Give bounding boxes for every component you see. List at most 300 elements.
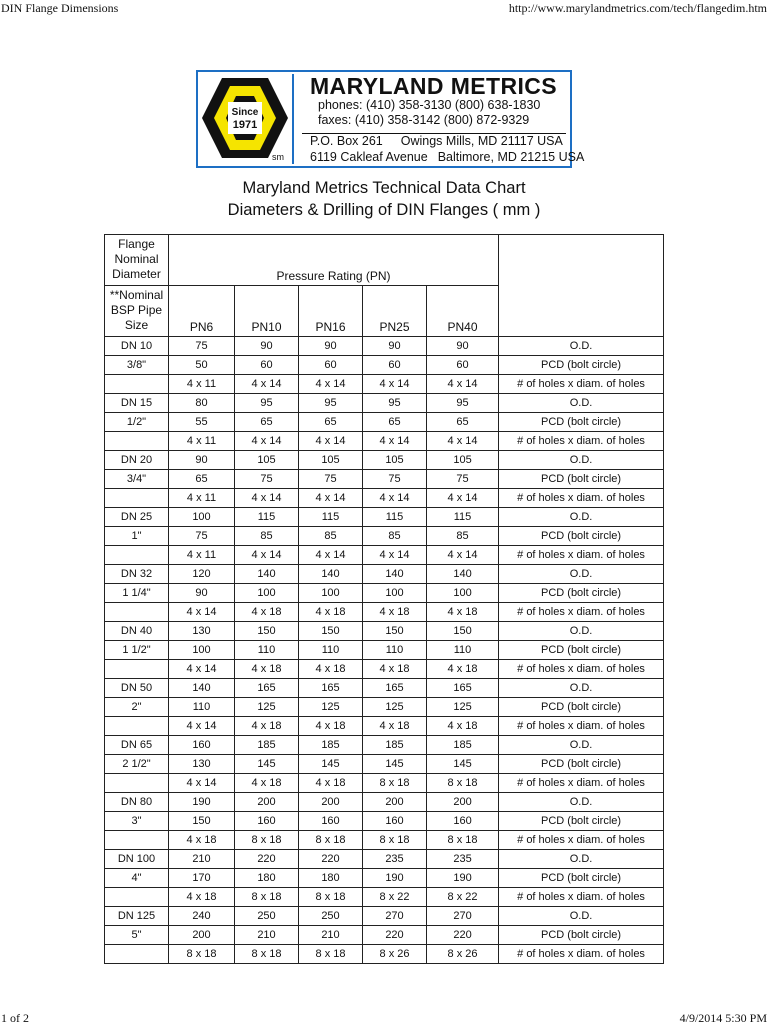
- header-pressure-rating: Pressure Rating (PN): [169, 235, 499, 286]
- cell-pn16: 220: [299, 850, 363, 869]
- cell-description: PCD (bolt circle): [499, 755, 664, 774]
- table-row: [105, 698, 664, 717]
- cell-pn6: 75: [169, 337, 235, 356]
- cell-pn6: 110: [169, 698, 235, 717]
- cell-pn40: 65: [427, 413, 499, 432]
- cell-description: # of holes x diam. of holes: [499, 660, 664, 679]
- cell-pn6: 4 x 11: [169, 489, 235, 508]
- cell-pn6: 4 x 11: [169, 432, 235, 451]
- cell-description: O.D.: [499, 451, 664, 470]
- cell-pn6: 8 x 18: [169, 945, 235, 964]
- company-name: MARYLAND METRICS: [310, 73, 558, 99]
- row-label: DN 50: [105, 679, 169, 698]
- row-label: DN 10: [105, 337, 169, 356]
- cell-pn40: 105: [427, 451, 499, 470]
- table-row: [105, 508, 664, 527]
- row-label: 2": [105, 698, 169, 717]
- cell-pn6: 100: [169, 641, 235, 660]
- table-row: [105, 356, 664, 375]
- cell-pn25: 145: [363, 755, 427, 774]
- print-header-url[interactable]: http://www.marylandmetrics.com/tech/flangedim.htm: [508, 1, 767, 15]
- cell-pn6: 4 x 11: [169, 546, 235, 565]
- cell-description: O.D.: [499, 394, 664, 413]
- cell-pn40: 8 x 18: [427, 831, 499, 850]
- cell-pn6: 4 x 14: [169, 603, 235, 622]
- service-mark: sm: [272, 152, 284, 162]
- cell-pn6: 240: [169, 907, 235, 926]
- cell-pn40: 8 x 26: [427, 945, 499, 964]
- cell-pn10: 185: [235, 736, 299, 755]
- row-label: DN 80: [105, 793, 169, 812]
- cell-pn16: 125: [299, 698, 363, 717]
- row-label: 1": [105, 527, 169, 546]
- cell-description: # of holes x diam. of holes: [499, 717, 664, 736]
- cell-pn6: 65: [169, 470, 235, 489]
- cell-pn6: 150: [169, 812, 235, 831]
- since-year: 1971: [232, 119, 258, 131]
- table-row: [105, 755, 664, 774]
- cell-description: O.D.: [499, 622, 664, 641]
- table-row: [105, 660, 664, 679]
- cell-pn25: 100: [363, 584, 427, 603]
- cell-pn25: 4 x 18: [363, 717, 427, 736]
- cell-pn6: 90: [169, 584, 235, 603]
- cell-description: PCD (bolt circle): [499, 869, 664, 888]
- cell-pn16: 4 x 18: [299, 717, 363, 736]
- cell-pn10: 4 x 14: [235, 432, 299, 451]
- cell-pn40: 100: [427, 584, 499, 603]
- cell-pn25: 220: [363, 926, 427, 945]
- cell-pn10: 95: [235, 394, 299, 413]
- cell-pn10: 115: [235, 508, 299, 527]
- table-row: [105, 774, 664, 793]
- table-row: [105, 831, 664, 850]
- cell-pn25: 160: [363, 812, 427, 831]
- cell-pn10: 4 x 18: [235, 774, 299, 793]
- cell-pn25: 4 x 18: [363, 660, 427, 679]
- cell-pn25: 190: [363, 869, 427, 888]
- table-row: [105, 489, 664, 508]
- cell-pn16: 4 x 18: [299, 603, 363, 622]
- row-label: 3/8": [105, 356, 169, 375]
- cell-pn25: 150: [363, 622, 427, 641]
- table-row: [105, 641, 664, 660]
- row-label: 3/4": [105, 470, 169, 489]
- cell-description: PCD (bolt circle): [499, 356, 664, 375]
- row-label: DN 20: [105, 451, 169, 470]
- cell-pn25: 4 x 14: [363, 432, 427, 451]
- cell-pn16: 85: [299, 527, 363, 546]
- table-row: [105, 375, 664, 394]
- cell-pn16: 4 x 14: [299, 489, 363, 508]
- table-row: [105, 451, 664, 470]
- print-header: [0, 1, 768, 17]
- cell-pn16: 65: [299, 413, 363, 432]
- header-pn10: PN10: [235, 286, 299, 337]
- cell-pn40: 90: [427, 337, 499, 356]
- cell-pn40: 140: [427, 565, 499, 584]
- cell-pn10: 90: [235, 337, 299, 356]
- cell-description: PCD (bolt circle): [499, 641, 664, 660]
- logo-divider: [302, 133, 566, 134]
- row-label: [105, 375, 169, 394]
- row-label: DN 15: [105, 394, 169, 413]
- header-flange-nominal-diameter: Flange Nominal Diameter: [105, 235, 169, 286]
- cell-description: O.D.: [499, 337, 664, 356]
- cell-pn16: 165: [299, 679, 363, 698]
- row-label: DN 125: [105, 907, 169, 926]
- cell-description: O.D.: [499, 793, 664, 812]
- cell-pn25: 110: [363, 641, 427, 660]
- cell-pn6: 90: [169, 451, 235, 470]
- table-row: [105, 812, 664, 831]
- cell-description: # of holes x diam. of holes: [499, 603, 664, 622]
- cell-pn16: 4 x 18: [299, 774, 363, 793]
- row-label: [105, 546, 169, 565]
- cell-pn25: 270: [363, 907, 427, 926]
- street-address: 6119 Cakleaf Avenue: [310, 150, 428, 164]
- cell-pn6: 190: [169, 793, 235, 812]
- faxes-line: faxes: (410) 358-3142 (800) 872-9329: [318, 113, 530, 127]
- cell-description: O.D.: [499, 565, 664, 584]
- cell-pn40: 125: [427, 698, 499, 717]
- header-pn25: PN25: [363, 286, 427, 337]
- cell-pn16: 140: [299, 565, 363, 584]
- cell-pn25: 8 x 22: [363, 888, 427, 907]
- cell-pn16: 210: [299, 926, 363, 945]
- cell-description: # of holes x diam. of holes: [499, 375, 664, 394]
- cell-pn6: 140: [169, 679, 235, 698]
- cell-pn25: 65: [363, 413, 427, 432]
- cell-pn40: 115: [427, 508, 499, 527]
- cell-pn25: 235: [363, 850, 427, 869]
- cell-pn16: 250: [299, 907, 363, 926]
- cell-description: O.D.: [499, 679, 664, 698]
- cell-pn25: 125: [363, 698, 427, 717]
- cell-pn40: 8 x 18: [427, 774, 499, 793]
- cell-pn16: 185: [299, 736, 363, 755]
- table-row: [105, 850, 664, 869]
- cell-pn25: 90: [363, 337, 427, 356]
- cell-pn40: 145: [427, 755, 499, 774]
- header-pn16: PN16: [299, 286, 363, 337]
- cell-pn25: 8 x 26: [363, 945, 427, 964]
- cell-pn10: 4 x 18: [235, 717, 299, 736]
- table-row: [105, 470, 664, 489]
- cell-pn25: 115: [363, 508, 427, 527]
- cell-pn40: 8 x 22: [427, 888, 499, 907]
- row-label: 3": [105, 812, 169, 831]
- table-row: [105, 584, 664, 603]
- cell-pn40: 60: [427, 356, 499, 375]
- row-label: 2 1/2": [105, 755, 169, 774]
- row-label: DN 32: [105, 565, 169, 584]
- cell-pn10: 210: [235, 926, 299, 945]
- cell-pn6: 100: [169, 508, 235, 527]
- cell-pn6: 80: [169, 394, 235, 413]
- company-contact-block: [302, 72, 585, 166]
- cell-pn16: 110: [299, 641, 363, 660]
- cell-description: # of holes x diam. of holes: [499, 888, 664, 907]
- cell-description: O.D.: [499, 850, 664, 869]
- cell-pn6: 4 x 18: [169, 888, 235, 907]
- cell-pn16: 150: [299, 622, 363, 641]
- table-row: [105, 926, 664, 945]
- cell-pn16: 8 x 18: [299, 831, 363, 850]
- cell-pn25: 4 x 18: [363, 603, 427, 622]
- table-row: [105, 394, 664, 413]
- print-header-title: DIN Flange Dimensions: [1, 1, 119, 15]
- cell-pn10: 150: [235, 622, 299, 641]
- cell-pn10: 4 x 14: [235, 546, 299, 565]
- cell-pn25: 4 x 14: [363, 375, 427, 394]
- cell-pn6: 50: [169, 356, 235, 375]
- table-row: [105, 679, 664, 698]
- cell-pn16: 60: [299, 356, 363, 375]
- cell-pn25: 75: [363, 470, 427, 489]
- cell-description: # of holes x diam. of holes: [499, 546, 664, 565]
- table-row: [105, 565, 664, 584]
- table-row: [105, 546, 664, 565]
- cell-pn40: 75: [427, 470, 499, 489]
- cell-description: PCD (bolt circle): [499, 527, 664, 546]
- cell-pn10: 4 x 14: [235, 489, 299, 508]
- cell-pn6: 55: [169, 413, 235, 432]
- chart-subtitle: Diameters & Drilling of DIN Flanges ( mm ): [227, 201, 541, 219]
- table-row: [105, 907, 664, 926]
- cell-pn40: 190: [427, 869, 499, 888]
- cell-pn10: 200: [235, 793, 299, 812]
- cell-pn25: 60: [363, 356, 427, 375]
- table-row: [105, 869, 664, 888]
- cell-description: PCD (bolt circle): [499, 812, 664, 831]
- table-row: [105, 413, 664, 432]
- cell-pn16: 200: [299, 793, 363, 812]
- cell-pn10: 250: [235, 907, 299, 926]
- cell-pn10: 105: [235, 451, 299, 470]
- cell-pn6: 130: [169, 622, 235, 641]
- cell-pn40: 110: [427, 641, 499, 660]
- table-row: [105, 793, 664, 812]
- cell-pn10: 65: [235, 413, 299, 432]
- cell-pn40: 4 x 14: [427, 432, 499, 451]
- since-text: Since: [231, 107, 259, 118]
- cell-description: PCD (bolt circle): [499, 584, 664, 603]
- cell-pn25: 95: [363, 394, 427, 413]
- row-label: DN 100: [105, 850, 169, 869]
- cell-pn40: 4 x 14: [427, 375, 499, 394]
- po-box-city: Owings Mills, MD 21117 USA: [400, 134, 563, 148]
- cell-description: # of holes x diam. of holes: [499, 489, 664, 508]
- cell-pn10: 110: [235, 641, 299, 660]
- cell-pn10: 180: [235, 869, 299, 888]
- row-label: DN 65: [105, 736, 169, 755]
- street-city: Baltimore, MD 21215 USA: [437, 150, 585, 164]
- cell-pn6: 4 x 14: [169, 717, 235, 736]
- cell-pn25: 140: [363, 565, 427, 584]
- cell-pn40: 270: [427, 907, 499, 926]
- cell-description: PCD (bolt circle): [499, 926, 664, 945]
- cell-description: O.D.: [499, 508, 664, 527]
- row-label: 1/2": [105, 413, 169, 432]
- table-row: [105, 527, 664, 546]
- row-label: [105, 660, 169, 679]
- cell-pn40: 235: [427, 850, 499, 869]
- cell-pn6: 170: [169, 869, 235, 888]
- cell-description: PCD (bolt circle): [499, 470, 664, 489]
- cell-pn16: 75: [299, 470, 363, 489]
- cell-pn40: 4 x 14: [427, 489, 499, 508]
- print-timestamp: 4/9/2014 5:30 PM: [679, 1011, 767, 1025]
- row-label: 5": [105, 926, 169, 945]
- cell-pn10: 145: [235, 755, 299, 774]
- page-number: 1 of 2: [1, 1011, 29, 1025]
- cell-pn16: 115: [299, 508, 363, 527]
- cell-pn40: 160: [427, 812, 499, 831]
- cell-pn10: 4 x 14: [235, 375, 299, 394]
- cell-pn25: 185: [363, 736, 427, 755]
- cell-description: # of holes x diam. of holes: [499, 774, 664, 793]
- cell-description: # of holes x diam. of holes: [499, 432, 664, 451]
- cell-pn25: 8 x 18: [363, 774, 427, 793]
- row-label: 1 1/4": [105, 584, 169, 603]
- cell-pn40: 200: [427, 793, 499, 812]
- cell-pn16: 145: [299, 755, 363, 774]
- print-footer: [0, 1011, 768, 1027]
- cell-pn16: 90: [299, 337, 363, 356]
- cell-pn10: 220: [235, 850, 299, 869]
- table-row: [105, 603, 664, 622]
- cell-description: # of holes x diam. of holes: [499, 945, 664, 964]
- row-label: [105, 831, 169, 850]
- cell-description: PCD (bolt circle): [499, 698, 664, 717]
- row-label: DN 25: [105, 508, 169, 527]
- cell-pn10: 8 x 18: [235, 888, 299, 907]
- cell-description: O.D.: [499, 907, 664, 926]
- cell-pn10: 85: [235, 527, 299, 546]
- cell-pn6: 4 x 14: [169, 774, 235, 793]
- cell-pn6: 4 x 14: [169, 660, 235, 679]
- cell-pn40: 185: [427, 736, 499, 755]
- cell-pn40: 150: [427, 622, 499, 641]
- cell-pn40: 95: [427, 394, 499, 413]
- cell-pn6: 4 x 18: [169, 831, 235, 850]
- header-pn6: PN6: [169, 286, 235, 337]
- cell-pn16: 8 x 18: [299, 888, 363, 907]
- cell-pn10: 140: [235, 565, 299, 584]
- cell-description: O.D.: [499, 736, 664, 755]
- cell-pn40: 220: [427, 926, 499, 945]
- cell-pn16: 4 x 18: [299, 660, 363, 679]
- cell-pn40: 85: [427, 527, 499, 546]
- cell-pn6: 160: [169, 736, 235, 755]
- cell-pn40: 165: [427, 679, 499, 698]
- table-row: [105, 888, 664, 907]
- row-label: [105, 717, 169, 736]
- cell-pn25: 85: [363, 527, 427, 546]
- cell-pn6: 200: [169, 926, 235, 945]
- cell-pn40: 4 x 14: [427, 546, 499, 565]
- cell-description: PCD (bolt circle): [499, 413, 664, 432]
- row-label: [105, 888, 169, 907]
- row-label: [105, 774, 169, 793]
- header-description-blank: [499, 235, 664, 286]
- cell-pn10: 165: [235, 679, 299, 698]
- table-row: [105, 736, 664, 755]
- po-box: P.O. Box 261: [310, 134, 383, 148]
- cell-pn25: 165: [363, 679, 427, 698]
- cell-pn16: 4 x 14: [299, 375, 363, 394]
- cell-pn10: 4 x 18: [235, 660, 299, 679]
- row-label: [105, 945, 169, 964]
- table-row: [105, 945, 664, 964]
- cell-pn6: 120: [169, 565, 235, 584]
- cell-pn16: 105: [299, 451, 363, 470]
- chart-title: Maryland Metrics Technical Data Chart: [242, 179, 526, 197]
- cell-pn16: 8 x 18: [299, 945, 363, 964]
- cell-pn25: 4 x 14: [363, 489, 427, 508]
- table-row: [105, 337, 664, 356]
- table-row: [105, 717, 664, 736]
- cell-pn16: 160: [299, 812, 363, 831]
- header-description-blank-lower: [499, 286, 664, 337]
- cell-pn25: 8 x 18: [363, 831, 427, 850]
- cell-pn16: 180: [299, 869, 363, 888]
- phones-line: phones: (410) 358-3130 (800) 638-1830: [318, 98, 541, 112]
- hexagon-emblem-icon: [200, 74, 290, 162]
- cell-pn10: 160: [235, 812, 299, 831]
- row-label: [105, 489, 169, 508]
- cell-pn6: 130: [169, 755, 235, 774]
- header-pn40: PN40: [427, 286, 499, 337]
- cell-pn25: 4 x 14: [363, 546, 427, 565]
- cell-pn10: 8 x 18: [235, 945, 299, 964]
- table-row: [105, 622, 664, 641]
- cell-description: # of holes x diam. of holes: [499, 831, 664, 850]
- row-label: DN 40: [105, 622, 169, 641]
- cell-pn10: 60: [235, 356, 299, 375]
- company-logo: [196, 70, 585, 168]
- row-label: 4": [105, 869, 169, 888]
- row-label: [105, 603, 169, 622]
- street-line: [310, 150, 584, 164]
- cell-pn16: 4 x 14: [299, 546, 363, 565]
- cell-pn6: 75: [169, 527, 235, 546]
- cell-pn40: 4 x 18: [427, 717, 499, 736]
- row-label: 1 1/2": [105, 641, 169, 660]
- cell-pn40: 4 x 18: [427, 603, 499, 622]
- header-bsp-pipe-size: **Nominal BSP Pipe Size: [105, 286, 169, 337]
- cell-pn10: 100: [235, 584, 299, 603]
- cell-pn16: 95: [299, 394, 363, 413]
- cell-pn6: 210: [169, 850, 235, 869]
- cell-pn10: 125: [235, 698, 299, 717]
- cell-pn10: 8 x 18: [235, 831, 299, 850]
- row-label: [105, 432, 169, 451]
- cell-pn25: 105: [363, 451, 427, 470]
- table-row: [105, 432, 664, 451]
- po-box-line: [310, 134, 563, 148]
- cell-pn16: 100: [299, 584, 363, 603]
- cell-pn10: 75: [235, 470, 299, 489]
- cell-pn6: 4 x 11: [169, 375, 235, 394]
- cell-pn40: 4 x 18: [427, 660, 499, 679]
- cell-pn10: 4 x 18: [235, 603, 299, 622]
- cell-pn16: 4 x 14: [299, 432, 363, 451]
- flange-dimensions-table: [104, 234, 664, 964]
- since-1971-emblem: [200, 74, 294, 164]
- cell-pn25: 200: [363, 793, 427, 812]
